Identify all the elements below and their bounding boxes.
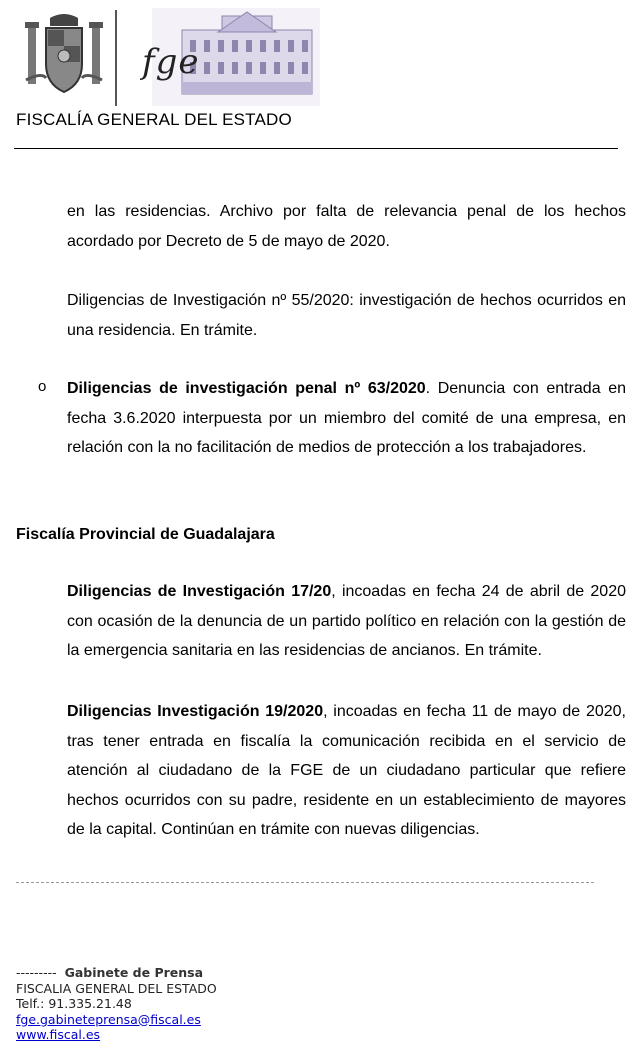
paragraph-residencias: en las residencias. Archivo por falta de relevancia penal de los hechos acordado por Decreto de 5 de mayo de 2020. <box>67 203 626 250</box>
footer-press-office: Gabinete de Prensa <box>64 965 204 980</box>
case-title-19: Diligencias Investigación 19/2020 <box>67 703 324 720</box>
bullet-marker: o <box>38 378 47 395</box>
paragraph-diligencias-19 <box>67 697 626 845</box>
press-footer <box>16 965 217 1043</box>
paragraph-diligencias-55: Diligencias de Investigación nº 55/2020: investigación de hechos ocurridos en una residencia. En trámite. <box>67 292 626 339</box>
paragraph-diligencias-17 <box>67 577 626 666</box>
section-heading-guadalajara: Fiscalía Provincial de Guadalajara <box>16 526 275 543</box>
dashed-separator <box>16 882 594 883</box>
case-text-63: . Denuncia con entrada en fecha 3.6.2020 interpuesta por un miembro del comité de una empresa, en relación con la no facilitación de medios de protección a los trabajadores. <box>67 380 626 456</box>
footer-press-line <box>16 965 217 981</box>
coat-of-arms-icon <box>22 12 106 98</box>
case-text-19: , incoadas en fecha 11 de mayo de 2020, tras tener entrada en fiscalía la comunicación recibida en el servicio de atención al ciudadano de la FGE de un ciudadano particular que refiere hechos ocurridos con su padre, residente en un establecimiento de mayores de la capital. Continúan en trámite con nuevas diligencias. <box>67 703 627 838</box>
footer-email-link[interactable]: fge.gabineteprensa@fiscal.es <box>16 1011 201 1027</box>
header-divider <box>115 10 117 106</box>
footer-phone: Telf.: 91.335.21.48 <box>16 996 132 1011</box>
fge-logo: fge <box>142 42 200 82</box>
case-title-63: Diligencias de investigación penal nº 63/2020 <box>67 380 426 397</box>
header-rule <box>14 148 618 149</box>
footer-org: FISCALIA GENERAL DEL ESTADO <box>16 980 217 996</box>
case-title-17: Diligencias de Investigación 17/20 <box>67 583 332 600</box>
letterhead <box>0 0 638 150</box>
case-text-17: , incoadas en fecha 24 de abril de 2020 con ocasión de la denuncia de un partido político en relación con la gestión de la emergencia sanitaria en las residencias de ancianos. En trámite. <box>67 583 626 659</box>
paragraph-diligencias-63 <box>67 374 626 463</box>
org-title: FISCALÍA GENERAL DEL ESTADO <box>16 110 292 129</box>
footer-dashes: --------- <box>16 965 57 980</box>
footer-website-link[interactable]: www.fiscal.es <box>16 1027 101 1042</box>
